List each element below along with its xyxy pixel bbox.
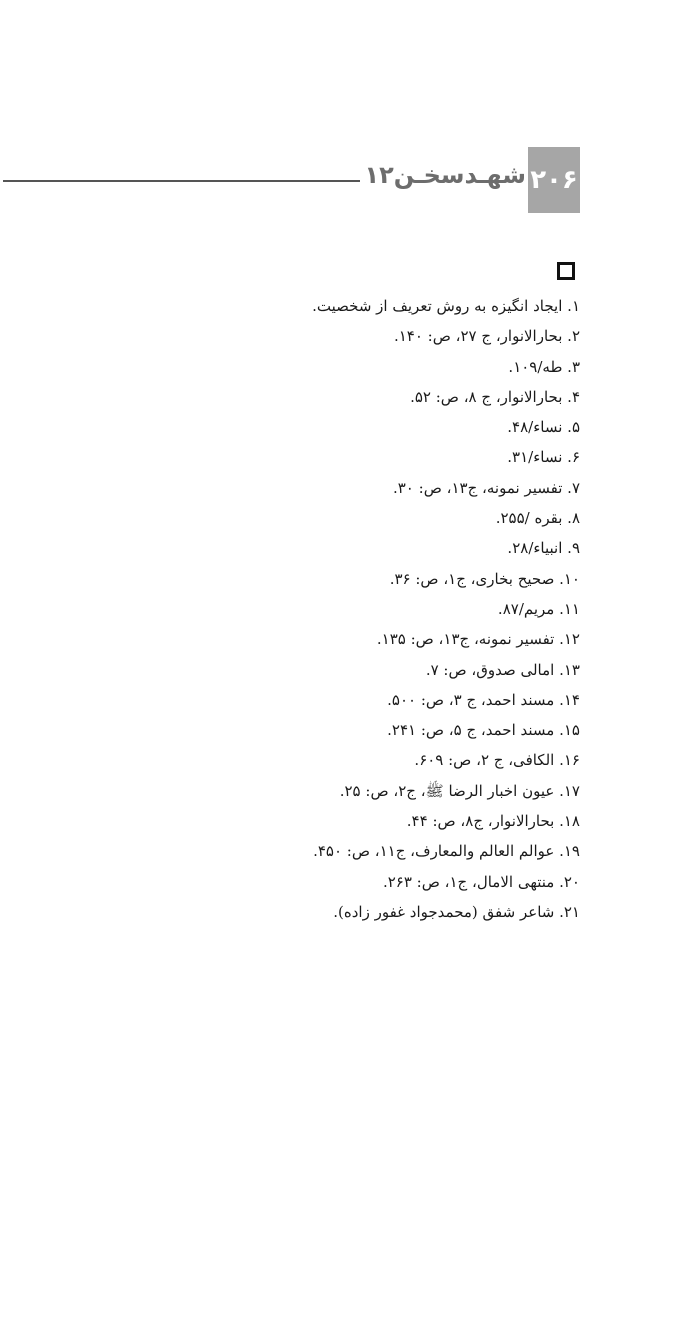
reference-item: ۱۷. عیون اخبار الرضا ﷺ، ج۲، ص: ۲۵. bbox=[339, 781, 580, 800]
page-header bbox=[0, 147, 580, 213]
header-rule bbox=[3, 180, 420, 182]
reference-item: ۲. بحارالانوار، ج ۲۷، ص: ۱۴۰. bbox=[393, 327, 580, 346]
reference-item: ۹. انبیاء/۲۸. bbox=[507, 539, 580, 558]
reference-item: ۶. نساء/۳۱. bbox=[507, 448, 580, 467]
reference-item: ۲۰. منتهی الامال، ج۱، ص: ۲۶۳. bbox=[382, 872, 580, 891]
reference-item: ۱. ایجاد انگیزه به روش تعریف از شخصیت. bbox=[312, 297, 580, 315]
reference-item: ۵. نساء/۴۸. bbox=[507, 418, 580, 437]
reference-item: ۷. تفسیر نمونه، ج۱۳، ص: ۳۰. bbox=[392, 478, 580, 497]
reference-item: ۱۹. عوالم العالم والمعارف، ج۱۱، ص: ۴۵۰. bbox=[313, 842, 580, 861]
reference-item: ۱۰. صحیح بخاری، ج۱، ص: ۳۶. bbox=[389, 569, 580, 588]
book-title: شهـدسخـن۱۲ bbox=[360, 161, 526, 189]
reference-item: ۸. بقره /۲۵۵. bbox=[495, 509, 580, 528]
references-list bbox=[300, 291, 580, 931]
reference-item: ۱۸. بحارالانوار، ج۸، ص: ۴۴. bbox=[406, 812, 580, 831]
reference-item: ۱۵. مسند احمد، ج ۵، ص: ۲۴۱. bbox=[387, 721, 580, 740]
reference-item: ۱۳. امالی صدوق، ص: ۷. bbox=[425, 660, 580, 679]
reference-item: ۱۴. مسند احمد، ج ۳، ص: ۵۰۰. bbox=[387, 690, 580, 709]
reference-item: ۱۶. الکافی، ج ۲، ص: ۶۰۹. bbox=[414, 751, 580, 770]
page-number: ۲۰۶ bbox=[530, 165, 578, 195]
page-number-box bbox=[528, 147, 580, 213]
reference-item: ۱۲. تفسیر نمونه، ج۱۳، ص: ۱۳۵. bbox=[376, 630, 580, 649]
reference-item: ۴. بحارالانوار، ج ۸، ص: ۵۲. bbox=[410, 387, 580, 406]
reference-item: ۲۱. شاعر شفق (محمدجواد غفور زاده). bbox=[333, 902, 580, 921]
section-square-marker bbox=[557, 262, 575, 280]
reference-item: ۳. طه/۱۰۹. bbox=[508, 357, 580, 376]
reference-item: ۱۱. مریم/۸۷. bbox=[497, 599, 580, 618]
